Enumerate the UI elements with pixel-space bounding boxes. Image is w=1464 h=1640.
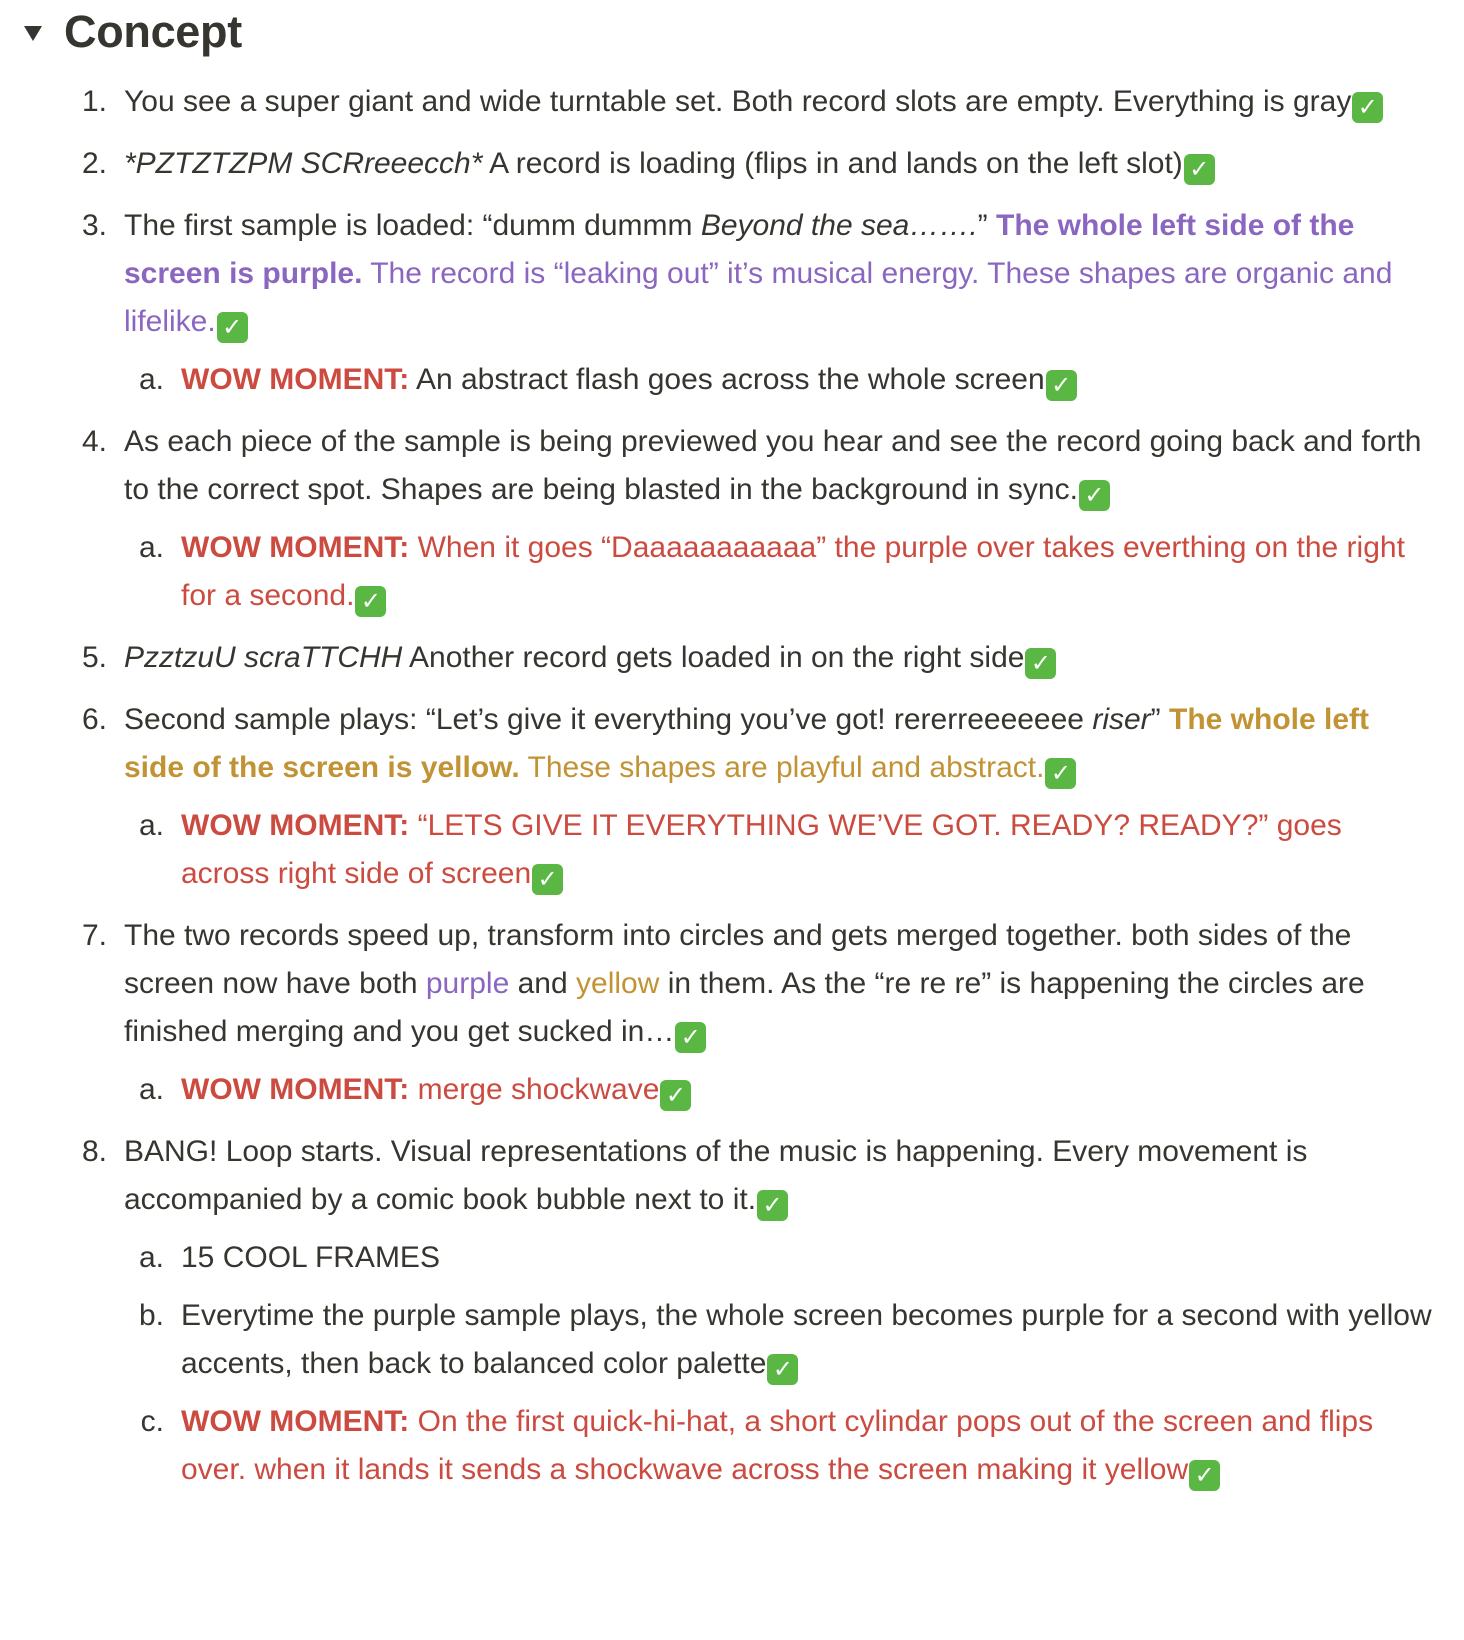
list-number: 3. <box>81 209 107 242</box>
checkmark-icon: ✓ <box>1352 92 1383 123</box>
page-title: Concept <box>64 6 242 57</box>
red-text: When it goes “Daaaaaaaaaaa” the purple over takes everthing on the right for a second. <box>181 531 1405 612</box>
list-letter: b. <box>138 1299 164 1332</box>
checkmark-icon: ✓ <box>1046 370 1077 401</box>
list-item-5 <box>0 634 1436 682</box>
list-letter: a. <box>138 531 164 564</box>
list-letter: a. <box>138 1073 164 1106</box>
yellow-bold-text: The whole left side of the screen is yellow. <box>124 703 1370 784</box>
wow-moment-label: WOW MOMENT: <box>181 363 410 396</box>
item-text: Second sample plays: “Let’s give it everything you’ve got! rererreeeeeee <box>124 703 1093 736</box>
list-subitem-8a <box>0 1234 1436 1282</box>
list-letter: a. <box>138 363 164 396</box>
purple-text: The record is “leaking out” it’s musical energy. These shapes are organic and lifelike. <box>124 257 1393 338</box>
list-subitem-4a <box>0 524 1436 620</box>
item-text: An abstract flash goes across the whole screen <box>409 363 1045 396</box>
list-subitem-6a <box>0 802 1436 898</box>
list-number: 5. <box>81 641 107 674</box>
item-text: You see a super giant and wide turntable set. Both record slots are empty. Everything is gray <box>124 85 1352 118</box>
list-item-6 <box>0 696 1436 792</box>
item-text: BANG! Loop starts. Visual representations of the music is happening. Every movement is accompanied by a comic book bubble next to it. <box>124 1135 1308 1216</box>
list-subitem-3a <box>0 356 1436 404</box>
list-number: 7. <box>81 919 107 952</box>
checkmark-icon: ✓ <box>675 1022 706 1053</box>
item-text: As each piece of the sample is being previewed you hear and see the record going back and forth to the correct spot. Shapes are being blasted in the background in sync. <box>124 425 1422 506</box>
wow-moment-label: WOW MOMENT: <box>181 1073 410 1106</box>
red-text: On the first quick-hi-hat, a short cylindar pops out of the screen and flips over. when it lands it sends a shockwave across the screen making it yellow <box>181 1405 1374 1486</box>
checkmark-icon: ✓ <box>532 864 563 895</box>
purple-bold-text: The whole left side of the screen is purple. <box>124 209 1355 290</box>
concept-list <box>0 78 1464 1494</box>
checkmark-icon: ✓ <box>1184 154 1215 185</box>
checkmark-icon: ✓ <box>660 1080 691 1111</box>
item-text: and <box>509 967 577 1000</box>
checkmark-icon: ✓ <box>1079 480 1110 511</box>
sound-effect-text: *PZTZTZPM SCRreeecch* <box>124 147 483 180</box>
checkmark-icon: ✓ <box>1045 758 1076 789</box>
item-text: 15 COOL FRAMES <box>181 1241 440 1274</box>
list-letter: c. <box>140 1405 164 1438</box>
item-text: A record is loading (flips in and lands on the left slot) <box>482 147 1183 180</box>
checkmark-icon: ✓ <box>1025 648 1056 679</box>
red-text: merge shockwave <box>409 1073 660 1106</box>
list-subitem-8b <box>0 1292 1436 1388</box>
wow-moment-label: WOW MOMENT: <box>181 1405 410 1438</box>
list-item-4 <box>0 418 1436 514</box>
checkmark-icon: ✓ <box>767 1354 798 1385</box>
toggle-triangle-icon[interactable] <box>24 26 42 41</box>
item-text: Everytime the purple sample plays, the whole screen becomes purple for a second with yellow accents, then back to balanced color palette <box>181 1299 1432 1380</box>
item-text: The two records speed up, transform into circles and gets merged together. both sides of the screen now have both <box>124 919 1352 1000</box>
concept-toggle[interactable] <box>24 4 242 60</box>
list-item-3 <box>0 202 1436 346</box>
list-number: 4. <box>81 425 107 458</box>
item-text: Another record gets loaded in on the right side <box>402 641 1025 674</box>
sound-effect-text: PzztzuU scraTTCHH <box>124 641 403 674</box>
checkmark-icon: ✓ <box>217 312 248 343</box>
yellow-text: These shapes are playful and abstract. <box>519 751 1045 784</box>
red-text: “LETS GIVE IT EVERYTHING WE’VE GOT. READY? READY?” goes across right side of screen <box>181 809 1342 890</box>
item-text: ” <box>1150 703 1169 736</box>
wow-moment-label: WOW MOMENT: <box>181 809 410 842</box>
checkmark-icon: ✓ <box>355 586 386 617</box>
purple-word: purple <box>425 967 510 1000</box>
item-text: The first sample is loaded: “dumm dummm <box>124 209 701 242</box>
list-letter: a. <box>138 809 164 842</box>
list-number: 2. <box>81 147 107 180</box>
list-subitem-8c <box>0 1398 1436 1494</box>
item-text: ” <box>977 209 996 242</box>
yellow-word: yellow <box>576 967 660 1000</box>
list-item-2 <box>0 140 1436 188</box>
checkmark-icon: ✓ <box>757 1190 788 1221</box>
checkmark-icon: ✓ <box>1189 1460 1220 1491</box>
lyric-text: riser <box>1092 703 1151 736</box>
list-letter: a. <box>138 1241 164 1274</box>
item-text: in them. As the “re re re” is happening the circles are finished merging and you get sucked in… <box>124 967 1365 1048</box>
list-number: 6. <box>81 703 107 736</box>
list-item-7 <box>0 912 1436 1056</box>
list-item-1 <box>0 78 1436 126</box>
list-number: 1. <box>81 85 107 118</box>
list-item-8 <box>0 1128 1436 1224</box>
wow-moment-label: WOW MOMENT: <box>181 531 410 564</box>
list-subitem-7a <box>0 1066 1436 1114</box>
lyric-text: Beyond the sea……. <box>700 209 978 242</box>
list-number: 8. <box>81 1135 107 1168</box>
